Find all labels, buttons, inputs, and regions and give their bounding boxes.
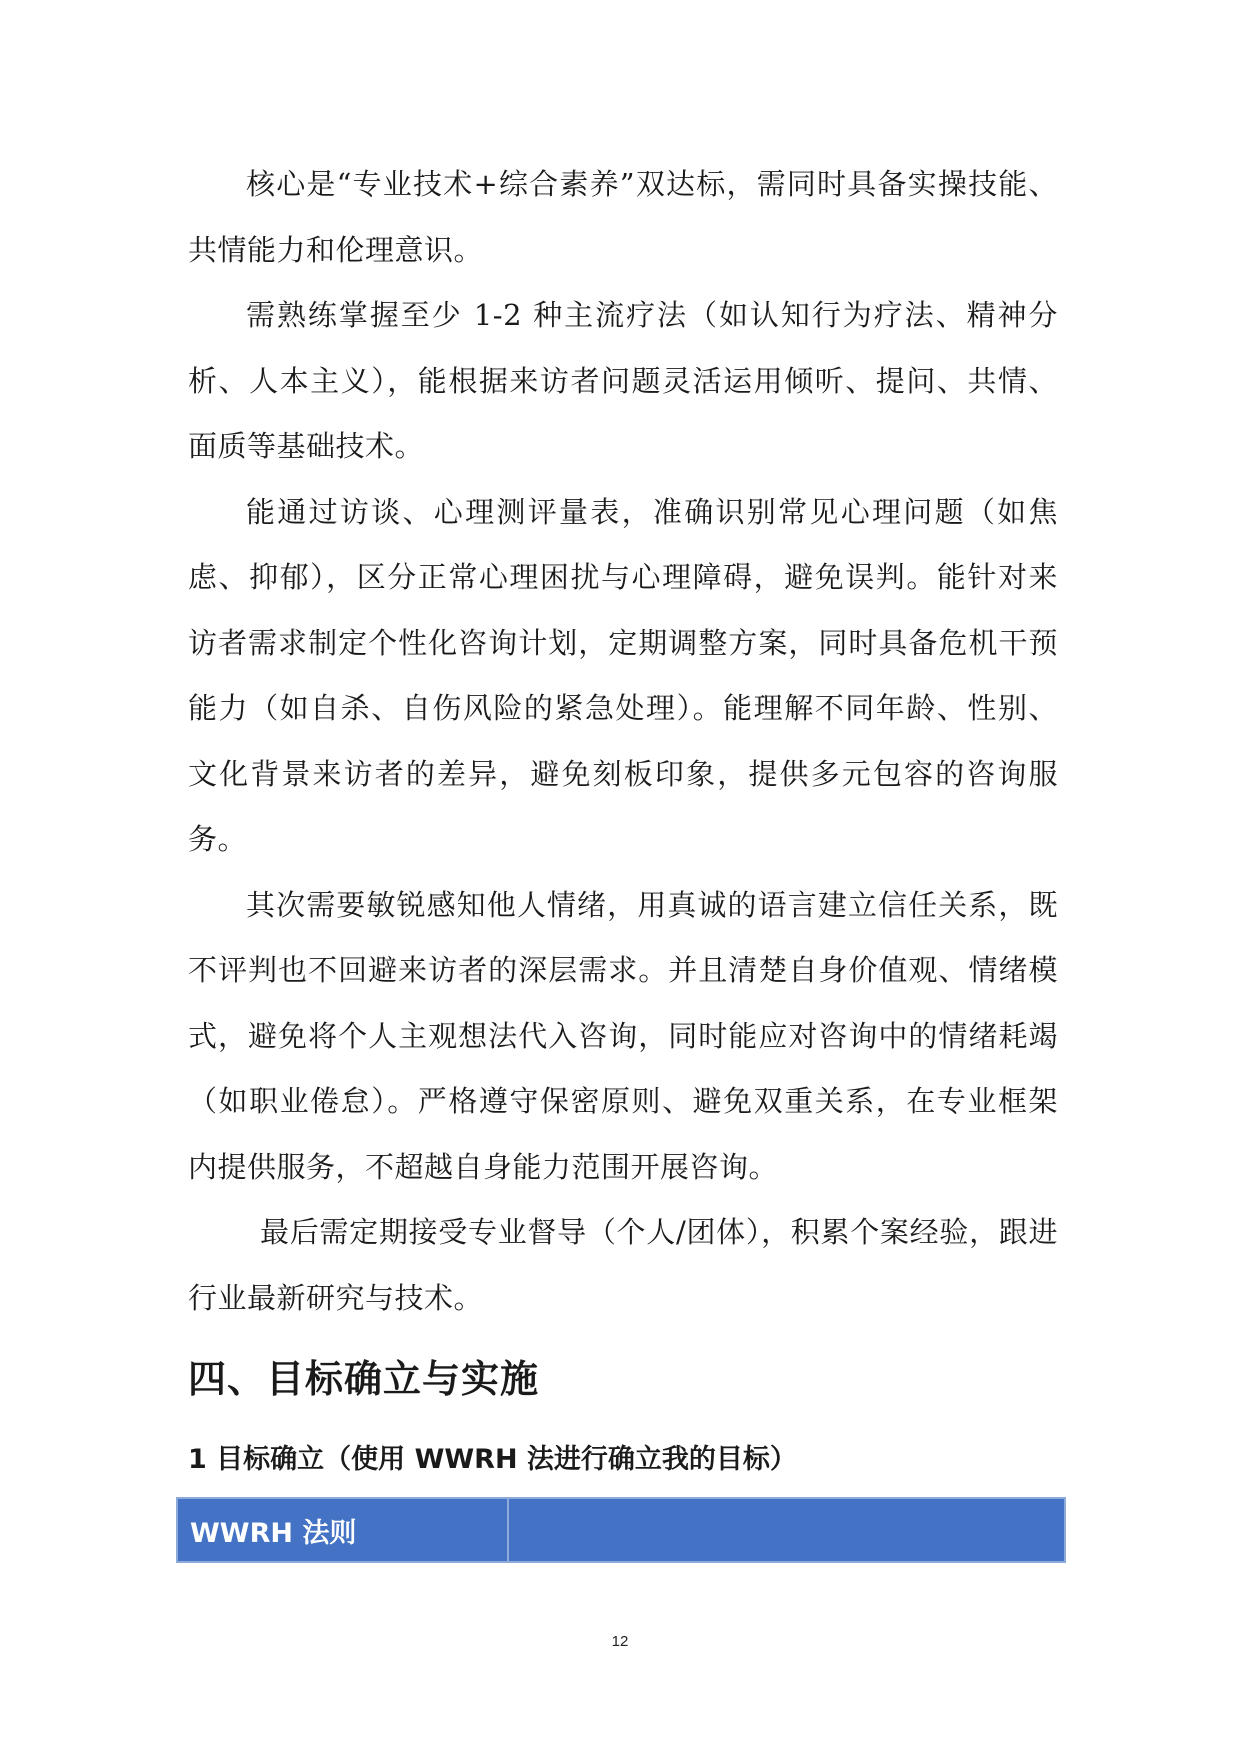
table-header-cell-empty (508, 1498, 1065, 1562)
paragraph-therapy-skills: 需熟练掌握至少 1-2 种主流疗法（如认知行为疗法、精神分析、人本主义），能根据来访者问题灵活运用倾听、提问、共情、面质等基础技术。 (188, 298, 1058, 463)
table-header-row (177, 1498, 1065, 1562)
wwrh-table (176, 1497, 1066, 1563)
paragraph-core-requirements: 核心是“专业技术+综合素养”双达标，需同时具备实操技能、共情能力和伦理意识。 (188, 167, 1058, 267)
paragraph-supervision: 最后需定期接受专业督导（个人/团体），积累个案经验，跟进行业最新研究与技术。 (188, 1215, 1058, 1315)
table-header-cell-rule: WWRH 法则 (177, 1498, 508, 1562)
body-text (188, 152, 1058, 1331)
paragraph-empathy-ethics: 其次需要敏锐感知他人情绪，用真诚的语言建立信任关系，既不评判也不回避来访者的深层需求。并且清楚自身价值观、情绪模式，避免将个人主观想法代入咨询，同时能应对咨询中的情绪耗竭（如职业倦怠）。严格遵守保密原则、避免双重关系，在专业框架内提供服务，不超越自身能力范围开展咨询。 (188, 887, 1058, 1184)
section-heading: 四、目标确立与实施 (188, 1357, 540, 1401)
paragraph-assessment-skills: 能通过访谈、心理测评量表，准确识别常见心理问题（如焦虑、抑郁），区分正常心理困扰与心理障碍，避免误判。能针对来访者需求制定个性化咨询计划，定期调整方案，同时具备危机干预能力（如自杀、自伤风险的紧急处理）。能理解不同年龄、性别、文化背景来访者的差异，避免刻板印象，提供多元包容的咨询服务。 (188, 494, 1058, 856)
page-number: 12 (611, 1633, 629, 1650)
sub-heading: 1 目标确立（使用 WWRH 法进行确立我的目标） (188, 1444, 797, 1475)
